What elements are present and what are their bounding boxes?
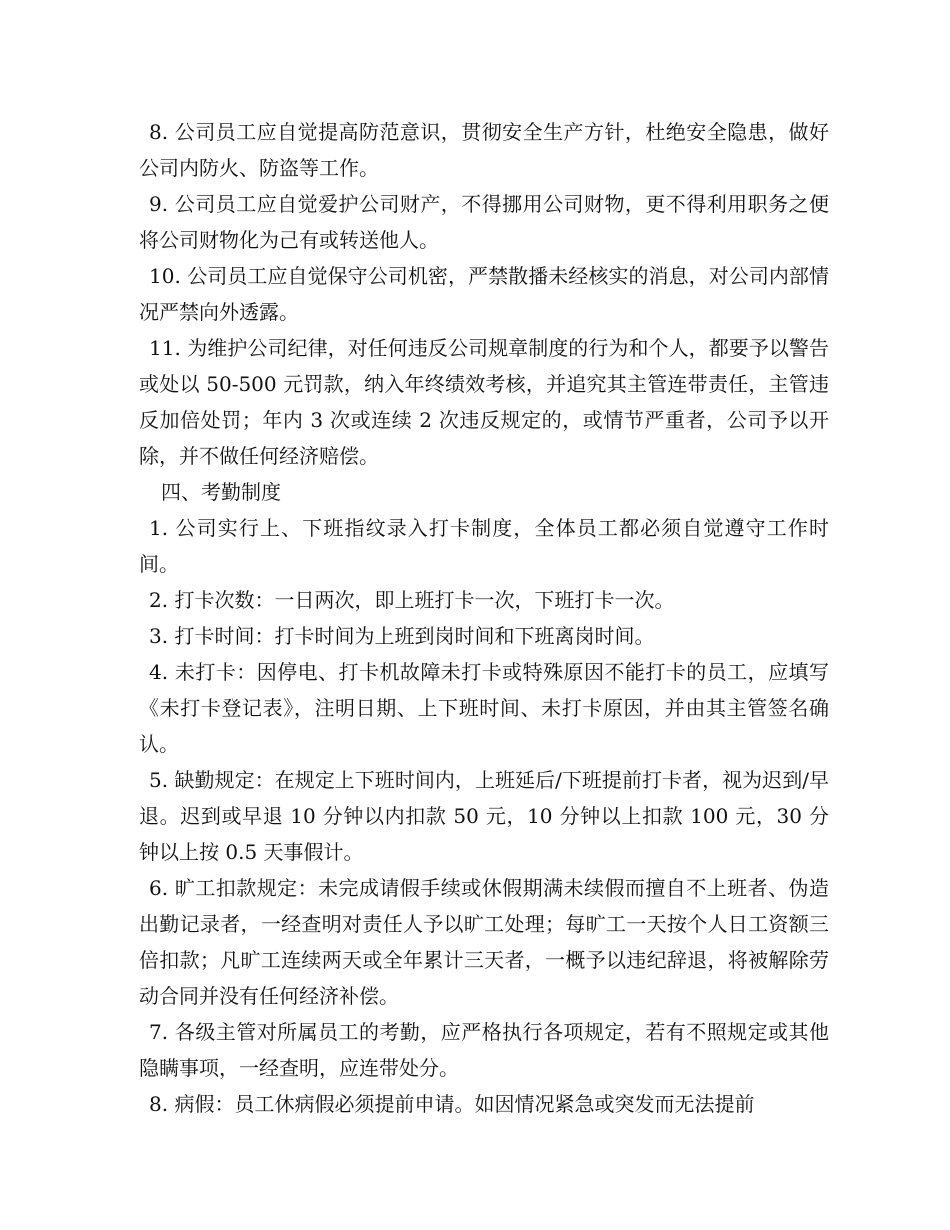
rule-paragraph-9: 9. 公司员工应自觉爱护公司财产，不得挪用公司财物，更不得利用职务之便将公司财物化为己有或转送他人。	[139, 192, 829, 252]
rule-paragraph-10: 10. 公司员工应自觉保守公司机密，严禁散播未经核实的消息，对公司内部情况严禁向外透露。	[139, 264, 829, 324]
attendance-paragraph-2: 2. 打卡次数：一日两次，即上班打卡一次，下班打卡一次。	[149, 588, 675, 612]
document-body	[139, 114, 829, 1122]
attendance-paragraph-4: 4. 未打卡：因停电、打卡机故障未打卡或特殊原因不能打卡的员工，应填写《未打卡登记表》，注明日期、上下班时间、未打卡原因，并由其主管签名确认。	[139, 660, 829, 756]
attendance-paragraph-3: 3. 打卡时间：打卡时间为上班到岗时间和下班离岗时间。	[149, 624, 655, 648]
section-heading-attendance: 四、考勤制度	[161, 480, 281, 504]
rule-paragraph-11: 11. 为维护公司纪律，对任何违反公司规章制度的行为和个人，都要予以警告或处以 50-500 元罚款，纳入年终绩效考核，并追究其主管连带责任，主管违反加倍处罚；年内 3 次或连续 2 次违反规定的，或情节严重者，公司予以开除，并不做任何经济赔偿。	[139, 336, 829, 468]
attendance-paragraph-8: 8. 病假：员工休病假必须提前申请。如因情况紧急或突发而无法提前	[149, 1092, 755, 1116]
rule-paragraph-8: 8. 公司员工应自觉提高防范意识，贯彻安全生产方针，杜绝安全隐患，做好公司内防火、防盗等工作。	[139, 120, 829, 180]
attendance-paragraph-1: 1. 公司实行上、下班指纹录入打卡制度，全体员工都必须自觉遵守工作时间。	[139, 516, 829, 576]
attendance-paragraph-6: 6. 旷工扣款规定：未完成请假手续或休假期满未续假而擅自不上班者、伪造出勤记录者，一经查明对责任人予以旷工处理；每旷工一天按个人日工资额三倍扣款；凡旷工连续两天或全年累计三天者，一概予以违纪辞退，将被解除劳动合同并没有任何经济补偿。	[139, 876, 829, 1008]
attendance-paragraph-5: 5. 缺勤规定：在规定上下班时间内，上班延后/下班提前打卡者，视为迟到/早退。迟到或早退 10 分钟以内扣款 50 元，10 分钟以上扣款 100 元，30 分钟以上按 0.5 天事假计。	[139, 768, 829, 864]
attendance-paragraph-7: 7. 各级主管对所属员工的考勤，应严格执行各项规定，若有不照规定或其他隐瞒事项，一经查明，应连带处分。	[139, 1020, 829, 1080]
